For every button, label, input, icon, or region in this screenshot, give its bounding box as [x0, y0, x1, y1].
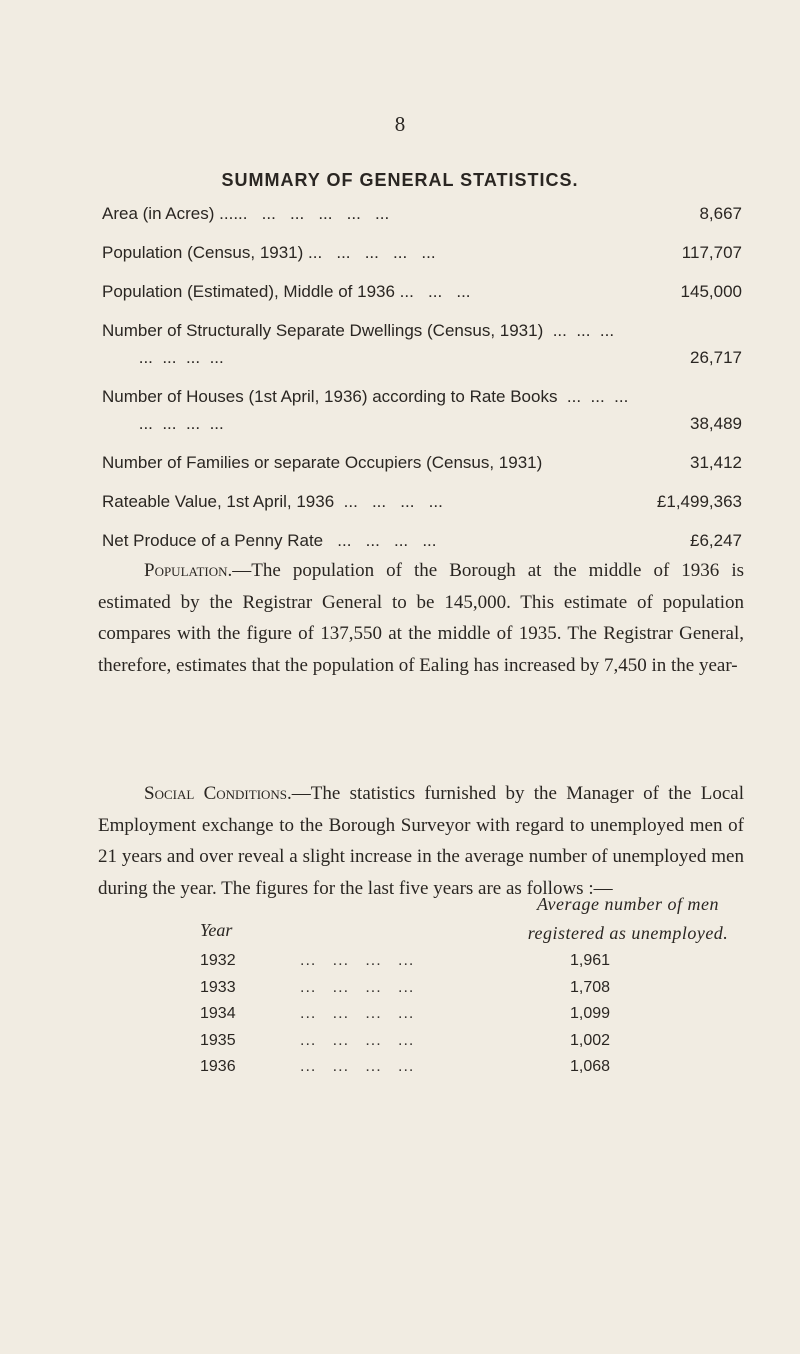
- unemployed-count-cell: 1,708: [569, 978, 611, 996]
- population-text: —The population of the Borough at the middle of 1936 is estimated by the Registrar General to be 145,000. This estimate of population compares with the figure of 137,550 at the middle of 1935. The Registrar General, therefore, estimates that the population of Ealing has increased by 7,450 in the year-: [98, 560, 744, 676]
- unemployed-count-cell: 1,099: [569, 1005, 611, 1022]
- summary-statistics: [102, 200, 742, 566]
- table-row: [200, 952, 670, 979]
- unemployed-count-cell: 1,002: [569, 1031, 611, 1049]
- stat-value: 26,717: [690, 348, 742, 367]
- stat-row-dwellings: [102, 317, 742, 371]
- stat-label: Rateable Value, 1st April, 1936 ... ... ... ...: [102, 492, 443, 511]
- stat-label: Population (Estimated), Middle of 1936 ... ... ...: [102, 282, 471, 301]
- stat-value: 38,489: [690, 414, 742, 433]
- stat-label: Number of Houses (1st April, 1936) according to Rate Books ... ... ... ... ... ... ...: [102, 387, 629, 433]
- page-number: 8: [394, 112, 406, 136]
- year-cell: 1934: [200, 1005, 236, 1022]
- stat-value: 8,667: [699, 204, 742, 223]
- stat-label: Number of Structurally Separate Dwellings (Census, 1931) ... ... ... ... ... ... ...: [102, 321, 615, 367]
- average-header-line-2: registered as unemployed.: [527, 923, 729, 943]
- stat-value: £6,247: [690, 531, 742, 550]
- stat-value: 31,412: [690, 453, 742, 472]
- year-cell: 1932: [200, 952, 236, 969]
- unemployed-count-cell: 1,068: [569, 1058, 611, 1075]
- average-header-line-1: Average number of men: [537, 894, 719, 914]
- table-row: [200, 1005, 670, 1032]
- stat-label: Number of Families or separate Occupiers (Census, 1931): [102, 453, 543, 472]
- stat-label: Area (in Acres) ...... ... ... ... ... ...: [102, 204, 390, 223]
- social-conditions-heading: Social Conditions.: [144, 783, 292, 804]
- stat-row-rateable-value: [102, 488, 742, 515]
- stat-label: Net Produce of a Penny Rate ... ... ... ...: [102, 531, 437, 550]
- average-column-header: [488, 890, 768, 948]
- stat-row-population-estimated: [102, 278, 742, 305]
- unemployment-table: [200, 952, 670, 1085]
- year-cell: 1933: [200, 978, 236, 996]
- leader-dots: ... ... ... ...: [300, 978, 415, 996]
- stat-row-penny-rate: [102, 527, 742, 554]
- leader-dots: ... ... ... ...: [300, 1005, 415, 1022]
- stat-row-area: [102, 200, 742, 227]
- population-paragraph: [98, 555, 744, 681]
- table-row: [200, 1032, 670, 1059]
- leader-dots: ... ... ... ...: [300, 1031, 415, 1049]
- population-heading: Population.: [144, 560, 233, 581]
- year-cell: 1936: [200, 1058, 236, 1075]
- social-conditions-text: —The statistics furnished by the Manager of the Local Employment exchange to the Borough Surveyor with regard to unemployed men of 21 years and over reveal a slight increase in the average number of unemployed men during the year. The figures for the last five years are as follows :—: [98, 783, 745, 899]
- stat-label: Population (Census, 1931) ... ... ... ... ...: [102, 243, 436, 262]
- stat-value: 117,707: [681, 243, 742, 262]
- table-row: [200, 1058, 670, 1085]
- stat-row-families: [102, 449, 742, 476]
- stat-row-houses: [102, 383, 742, 437]
- stat-value: £1,499,363: [656, 492, 742, 511]
- leader-dots: ... ... ... ...: [300, 1058, 415, 1075]
- summary-title: SUMMARY OF GENERAL STATISTICS.: [221, 170, 579, 190]
- stat-value: 145,000: [680, 282, 742, 301]
- leader-dots: ... ... ... ...: [300, 952, 415, 969]
- unemployed-count-cell: 1,961: [569, 952, 611, 969]
- year-cell: 1935: [200, 1031, 236, 1049]
- stat-row-population-census: [102, 239, 742, 266]
- social-conditions-paragraph: [98, 778, 744, 904]
- year-column-header: Year: [200, 920, 233, 940]
- table-row: [200, 979, 670, 1006]
